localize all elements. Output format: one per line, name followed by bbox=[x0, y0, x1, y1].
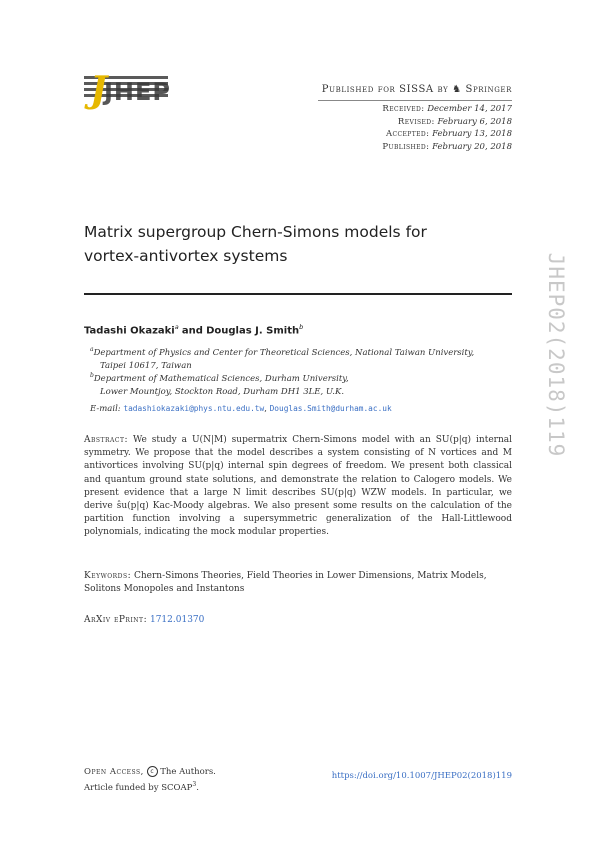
publisher-name: Springer bbox=[465, 84, 512, 95]
keywords-text: Chern-Simons Theories, Field Theories in Lower Dimensions, Matrix Models, Solitons Monopoles and Instantons bbox=[84, 571, 487, 595]
footer-license: Open Access, c The Authors. Article funded by SCOAP$^3$. bbox=[84, 767, 216, 793]
abstract-text: We study a U(N|M) supermatrix Chern-Simons model with an SU(p|q) internal symmetry. We propose that the model describes a system consisting of N vortices and M antivortices involving SU(p|q) internal spin degrees of freedom. We present both classical and quantum ground state solutions, and demonstrate the relation to Calogero models. We present evidence that a large N limit describes SU(p|q) WZW models. In particular, we derive ŝu(p|q) Kac-Moody algebras. We also present some results on the calculation of the partition function involving a supersymmetric generalization of the Hall-Littlewood polynomials, indicating the mock modular properties. bbox=[84, 435, 512, 538]
doi-link[interactable]: https://doi.org/10.1007/JHEP02(2018)119 bbox=[331, 771, 512, 781]
open-access-label: Open Access, bbox=[84, 767, 144, 777]
funding-line: Article funded by SCOAP$^3$. bbox=[84, 780, 199, 793]
email-line: E-mail: tadashiokazaki@phys.ntu.edu.tw, Douglas.Smith@durham.ac.uk bbox=[90, 404, 392, 414]
affiliation-a: $^a$Department of Physics and Center for Theoretical Sciences, National Taiwan University, Taipei 10617, Taiwan bbox=[90, 346, 475, 371]
received-date: Received: December 14, 2017 bbox=[382, 104, 512, 114]
email-label: E-mail: bbox=[90, 404, 121, 414]
abstract bbox=[84, 434, 512, 540]
dates-block bbox=[382, 103, 512, 153]
published-date: Published: February 20, 2018 bbox=[382, 141, 512, 152]
email-link-smith[interactable]: Douglas.Smith@durham.ac.uk bbox=[269, 404, 392, 413]
logo-text: JHEP bbox=[104, 78, 171, 106]
keywords-label: Keywords: bbox=[84, 571, 132, 581]
springer-horse-icon: ♞ bbox=[452, 84, 462, 95]
arxiv-eprint bbox=[84, 615, 204, 625]
title-rule bbox=[84, 293, 512, 295]
author-1: Tadashi Okazaki bbox=[84, 325, 175, 337]
keywords bbox=[84, 570, 512, 596]
email-link-okazaki[interactable]: tadashiokazaki@phys.ntu.edu.tw bbox=[123, 404, 265, 413]
published-for-line bbox=[322, 84, 512, 95]
authors-line: Tadashi Okazaki$^a$ and Douglas J. Smith$^b$ bbox=[84, 323, 304, 337]
side-watermark: JHEP02(2018)119 bbox=[544, 252, 568, 458]
revised-date: Revised: February 6, 2018 bbox=[397, 116, 512, 127]
abstract-label: Abstract: bbox=[84, 435, 128, 445]
logo-j-mark: J bbox=[90, 69, 108, 111]
creative-commons-icon: c bbox=[147, 766, 158, 777]
published-for-label: Published for SISSA by bbox=[321, 84, 449, 95]
paper-title: Matrix supergroup Chern-Simons models for vortex-antivortex systems bbox=[84, 223, 427, 265]
affiliation-b: $^b$Department of Mathematical Sciences, Durham University, Lower Mountjoy, Stockton Road, Durham DH1 3LE, U.K. bbox=[90, 372, 349, 397]
accepted-date: Accepted: February 13, 2018 bbox=[385, 129, 512, 139]
author-2: Douglas J. Smith bbox=[206, 325, 300, 337]
jhep-logo bbox=[84, 69, 171, 111]
header-rule bbox=[318, 100, 512, 101]
arxiv-link[interactable]: 1712.01370 bbox=[149, 615, 205, 625]
arxiv-label: ArXiv ePrint: bbox=[84, 615, 148, 625]
